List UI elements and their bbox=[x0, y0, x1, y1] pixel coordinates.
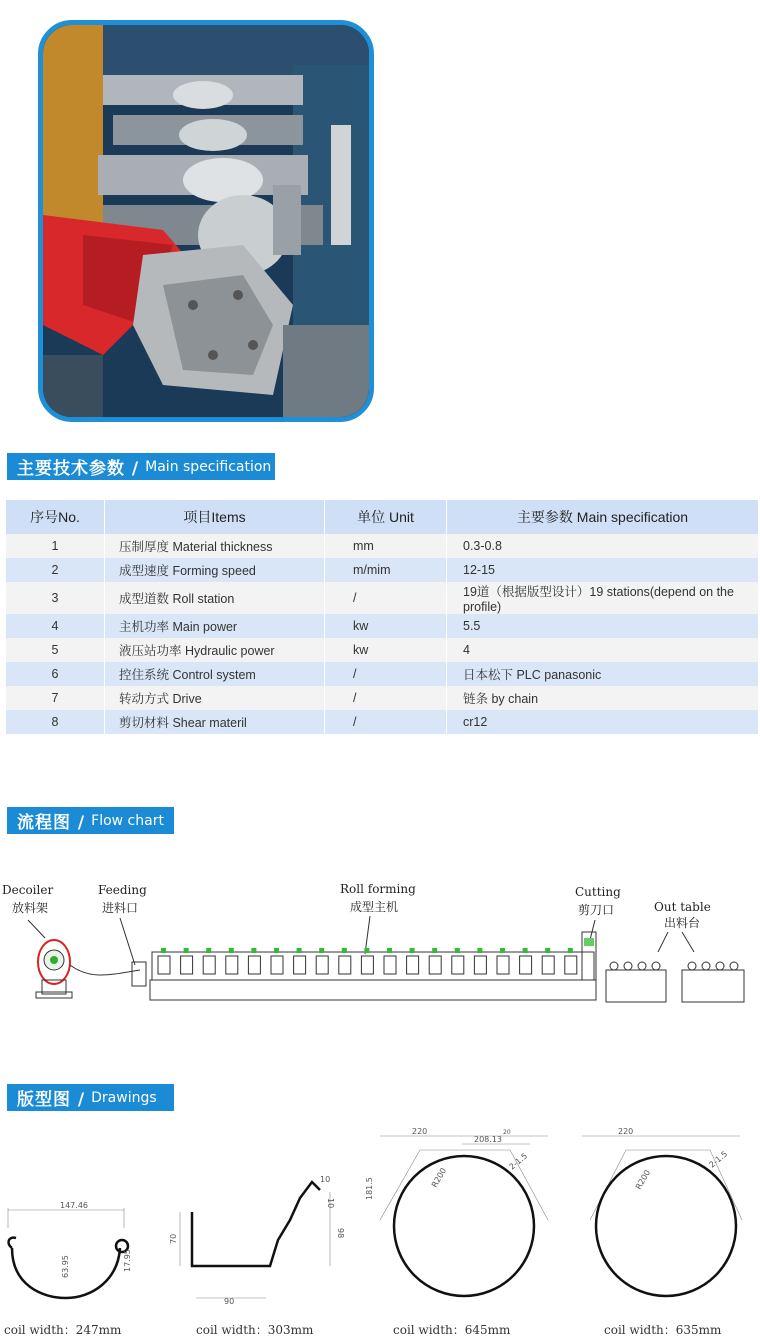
table-row bbox=[6, 558, 759, 582]
feeding-label-en: Feeding bbox=[98, 883, 147, 897]
roll-station bbox=[361, 956, 373, 974]
roll-station bbox=[339, 956, 351, 974]
roll-station-marker bbox=[477, 948, 482, 953]
roll-station bbox=[429, 956, 441, 974]
table-row bbox=[6, 614, 759, 638]
cell-value: 0.3-0.8 bbox=[447, 534, 759, 558]
p3-dim-inner: 208.13 bbox=[474, 1135, 502, 1144]
feeding-label-zh: 进料口 bbox=[102, 901, 139, 915]
roll-station bbox=[407, 956, 419, 974]
cell-item: 成型道数 Roll station bbox=[105, 582, 325, 614]
machine-photo bbox=[38, 20, 374, 422]
header-items: 项目Items bbox=[105, 500, 325, 534]
cell-value: 4 bbox=[447, 638, 759, 662]
table-row bbox=[6, 686, 759, 710]
cell-unit: mm bbox=[325, 534, 447, 558]
drawings-title-en: Drawings bbox=[91, 1089, 157, 1106]
profile-drawing-4 bbox=[582, 1127, 742, 1296]
roll-station bbox=[316, 956, 328, 974]
header-no: 序号No. bbox=[6, 500, 105, 534]
profile-drawing-2 bbox=[169, 1175, 345, 1306]
roll-station-marker bbox=[545, 948, 550, 953]
roll-station bbox=[226, 956, 238, 974]
p2-dim-top: 10 bbox=[320, 1175, 331, 1184]
p1-dim-lip: 17.95 bbox=[123, 1249, 132, 1272]
cell-value: cr12 bbox=[447, 710, 759, 734]
p4-dim-thickness: 2-1.5 bbox=[707, 1149, 730, 1170]
out-table-label-zh: 出料台 bbox=[664, 916, 701, 930]
roll-station-marker bbox=[184, 948, 189, 953]
cell-no: 6 bbox=[6, 662, 105, 686]
p1-dim-width: 147.46 bbox=[60, 1201, 88, 1210]
roll-station-marker bbox=[319, 948, 324, 953]
roll-station bbox=[542, 956, 554, 974]
profile-drawing-3 bbox=[365, 1127, 548, 1296]
drawing-caption-1: coil width：247mm bbox=[4, 1323, 122, 1337]
cell-item: 剪切材料 Shear materil bbox=[105, 710, 325, 734]
roll-station-marker bbox=[523, 948, 528, 953]
roll-station-marker bbox=[455, 948, 460, 953]
roll-station bbox=[294, 956, 306, 974]
cell-unit: / bbox=[325, 662, 447, 686]
table-row bbox=[6, 638, 759, 662]
p2-dim-right: 98 bbox=[336, 1228, 345, 1239]
cell-item: 成型速度 Forming speed bbox=[105, 558, 325, 582]
table-row bbox=[6, 534, 759, 558]
p1-dim-depth: 63.95 bbox=[61, 1255, 70, 1278]
cell-item: 压制厚度 Material thickness bbox=[105, 534, 325, 558]
drawings-title-zh: 版型图 / bbox=[17, 1090, 86, 1110]
decoiler-label-zh: 放料架 bbox=[12, 901, 49, 915]
roll-station bbox=[248, 956, 260, 974]
roll-station bbox=[497, 956, 509, 974]
roll-station bbox=[158, 956, 170, 974]
cell-unit: kw bbox=[325, 638, 447, 662]
spec-title-zh: 主要技术参数 / bbox=[17, 459, 140, 479]
roll-forming-label-en: Roll forming bbox=[340, 882, 416, 896]
table-row bbox=[6, 710, 759, 734]
spec-table-header bbox=[6, 500, 759, 534]
roll-station-marker bbox=[251, 948, 256, 953]
cell-unit: / bbox=[325, 710, 447, 734]
p3-dim-small: 20 bbox=[503, 1129, 511, 1136]
table-row bbox=[6, 582, 759, 614]
cell-item: 主机功率 Main power bbox=[105, 614, 325, 638]
cutting-label-zh: 剪刀口 bbox=[578, 903, 615, 917]
roll-station-marker bbox=[432, 948, 437, 953]
header-spec: 主要参数 Main specification bbox=[447, 500, 759, 534]
roll-station-marker bbox=[410, 948, 415, 953]
p3-dim-radius: R200 bbox=[429, 1166, 449, 1189]
decoiler-label-en: Decoiler bbox=[2, 883, 54, 897]
cell-unit: / bbox=[325, 582, 447, 614]
out-table-label-en: Out table bbox=[654, 900, 711, 914]
cell-no: 8 bbox=[6, 710, 105, 734]
roll-station bbox=[271, 956, 283, 974]
cell-unit: / bbox=[325, 686, 447, 710]
roll-station-marker bbox=[274, 948, 279, 953]
flow-title-en: Flow chart bbox=[91, 812, 164, 829]
p3-dim-height: 181.5 bbox=[365, 1177, 374, 1200]
spec-title-en: Main specification bbox=[145, 458, 272, 475]
p3-dim-width: 220 bbox=[412, 1127, 428, 1136]
drawing-caption-2: coil width：303mm bbox=[196, 1323, 314, 1337]
roll-station-marker bbox=[206, 948, 211, 953]
cell-no: 3 bbox=[6, 582, 105, 614]
roll-forming-machine bbox=[150, 916, 596, 1000]
flow-title-zh: 流程图 / bbox=[17, 813, 86, 833]
cell-no: 7 bbox=[6, 686, 105, 710]
roll-station bbox=[565, 956, 577, 974]
cell-value: 5.5 bbox=[447, 614, 759, 638]
roll-station-marker bbox=[500, 948, 505, 953]
spec-table bbox=[5, 500, 758, 734]
p2-dim-base: 90 bbox=[224, 1297, 235, 1306]
profile-drawing-1 bbox=[8, 1201, 132, 1298]
cell-item: 液压站功率 Hydraulic power bbox=[105, 638, 325, 662]
cell-no: 1 bbox=[6, 534, 105, 558]
roll-station bbox=[203, 956, 215, 974]
decoiler-drawing bbox=[28, 920, 72, 998]
cell-unit: m/mim bbox=[325, 558, 447, 582]
cell-item: 控住系统 Control system bbox=[105, 662, 325, 686]
p4-dim-width: 220 bbox=[618, 1127, 634, 1136]
cutting-label-en: Cutting bbox=[575, 885, 621, 899]
roll-station-marker bbox=[229, 948, 234, 953]
cell-value: 19道（根据版型设计）19 stations(depend on the profile) bbox=[447, 582, 759, 614]
roll-station bbox=[520, 956, 532, 974]
table-row bbox=[6, 662, 759, 686]
roll-station-marker bbox=[161, 948, 166, 953]
roll-station bbox=[181, 956, 193, 974]
p3-dim-thickness: 2-1.5 bbox=[507, 1151, 530, 1172]
flow-section-header bbox=[7, 807, 174, 834]
drawing-caption-4: coil width：635mm bbox=[604, 1323, 722, 1337]
cell-no: 2 bbox=[6, 558, 105, 582]
roll-station-marker bbox=[297, 948, 302, 953]
cell-no: 4 bbox=[6, 614, 105, 638]
roll-forming-label-zh: 成型主机 bbox=[350, 900, 399, 914]
p2-dim-lip: 10 bbox=[326, 1198, 335, 1209]
p4-dim-radius: R200 bbox=[633, 1168, 653, 1191]
roll-station bbox=[474, 956, 486, 974]
drawings-section-header bbox=[7, 1084, 174, 1111]
roll-station bbox=[384, 956, 396, 974]
p2-dim-height: 70 bbox=[169, 1233, 178, 1244]
cell-value: 12-15 bbox=[447, 558, 759, 582]
cell-unit: kw bbox=[325, 614, 447, 638]
spec-section-header bbox=[7, 453, 275, 480]
roll-station-marker bbox=[387, 948, 392, 953]
cell-value: 链条 by chain bbox=[447, 686, 759, 710]
flow-chart-diagram bbox=[0, 870, 760, 1010]
roll-station bbox=[452, 956, 464, 974]
profile-drawings bbox=[0, 1120, 760, 1341]
drawing-caption-3: coil width：645mm bbox=[393, 1323, 511, 1337]
out-table-drawing bbox=[606, 932, 744, 1002]
roll-station-marker bbox=[568, 948, 573, 953]
cell-value: 日本松下 PLC panasonic bbox=[447, 662, 759, 686]
header-unit: 单位 Unit bbox=[325, 500, 447, 534]
feeding-drawing bbox=[70, 918, 146, 986]
roll-station-marker bbox=[364, 948, 369, 953]
roll-station-marker bbox=[342, 948, 347, 953]
cell-item: 转动方式 Drive bbox=[105, 686, 325, 710]
cell-no: 5 bbox=[6, 638, 105, 662]
